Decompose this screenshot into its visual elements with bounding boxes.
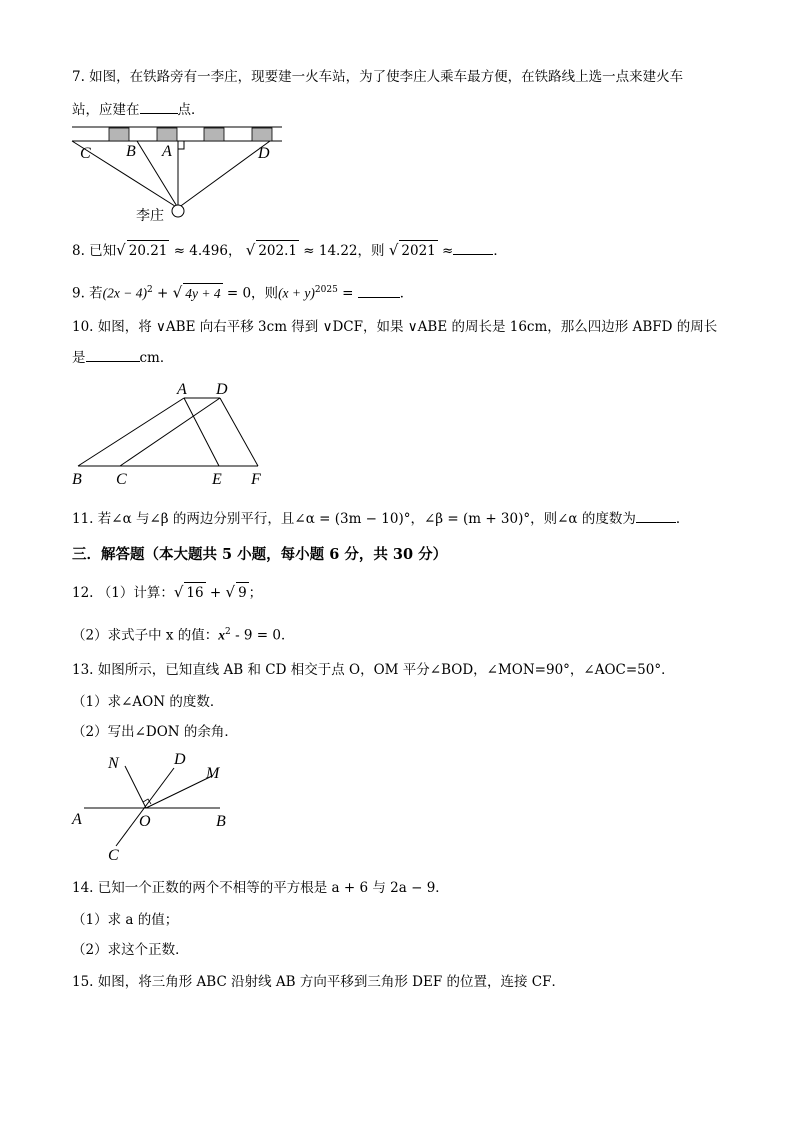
- answer-blank: [358, 283, 400, 298]
- label-A: A: [162, 143, 172, 160]
- label-C: C: [116, 471, 127, 488]
- answer-blank: [140, 99, 178, 114]
- label-B: B: [72, 471, 82, 488]
- q13-text-line1: 13. 如图所示，已知直线 AB 和 CD 相交于点 O，OM 平分∠BOD，∠MON=90°，∠AOC=50°．: [72, 662, 675, 678]
- answer-blank: [453, 240, 493, 255]
- label-D: D: [258, 145, 270, 162]
- label-F: F: [251, 471, 261, 488]
- q14-part2: （2）求这个正数．: [72, 942, 189, 958]
- label-E: E: [212, 471, 222, 488]
- label-B: B: [216, 813, 226, 830]
- q7-text-line2: 站，应建在 点．: [72, 99, 205, 120]
- section-3-heading: 三．解答题（本大题共 5 小题，每小题 6 分，共 30 分）: [72, 546, 448, 563]
- label-O: O: [139, 813, 151, 830]
- q7-railway-figure: [60, 120, 300, 225]
- label-A: A: [177, 381, 187, 398]
- q14-text-line1: 14. 已知一个正数的两个不相等的平方根是 a + 6 与 2a − 9．: [72, 880, 449, 896]
- label-C: C: [108, 847, 119, 864]
- railway-ties: [109, 128, 272, 141]
- q12-part2: （2）求式子中 x 的值：$x^2 - 9 = 0$．: [72, 627, 295, 644]
- label-M: M: [206, 765, 220, 782]
- q7-text-line1: 7. 如图，在铁路旁有一李庄，现要建一火车站，为了使李庄人乘车最方便，在铁路线上选一点来建火车: [72, 69, 684, 85]
- q14-part1: （1）求 a 的值；: [72, 912, 179, 928]
- q13-part1: （1）求∠AON 的度数．: [72, 694, 224, 710]
- answer-blank: [86, 347, 140, 362]
- label-village: 李庄: [136, 208, 164, 224]
- label-N: N: [108, 755, 119, 772]
- q12-part1: 12. （1）计算：√ 16 + √ 9 ；: [72, 583, 263, 601]
- q13-part2: （2）写出∠DON 的余角．: [72, 724, 238, 740]
- q10-text-line2: 是 cm．: [72, 347, 173, 368]
- label-A: A: [72, 811, 82, 828]
- label-D: D: [216, 381, 228, 398]
- label-D: D: [174, 751, 186, 768]
- label-B: B: [126, 143, 136, 160]
- answer-blank: [636, 508, 676, 523]
- q13-angle-figure: [70, 750, 240, 865]
- q11-text: 11. 若∠α 与∠β 的两边分别平行，且∠α = (3m − 10)°，∠β = (m + 30)°，则∠α 的度数为 ．: [72, 508, 689, 529]
- q8-text: 8. 已知√ 20.21 ≈ 4.496， √ 202.1 ≈ 14.22，则 √ 2021 ≈ ．: [72, 241, 507, 259]
- q9-text: 9. 若$(2x - 4)^2$ + √ 4y + 4 = 0，则$(x + y)^{2025}$ = ．: [72, 283, 414, 302]
- label-C: C: [80, 145, 91, 162]
- q10-translation-figure: [70, 380, 280, 490]
- q10-text-line1: 10. 如图，将 ∨ABE 向右平移 3cm 得到 ∨DCF，如果 ∨ABE 的周长是 16cm，那么四边形 ABFD 的周长: [72, 319, 718, 335]
- q15-text: 15. 如图，将三角形 ABC 沿射线 AB 方向平移到三角形 DEF 的位置，连接 CF．: [72, 974, 565, 990]
